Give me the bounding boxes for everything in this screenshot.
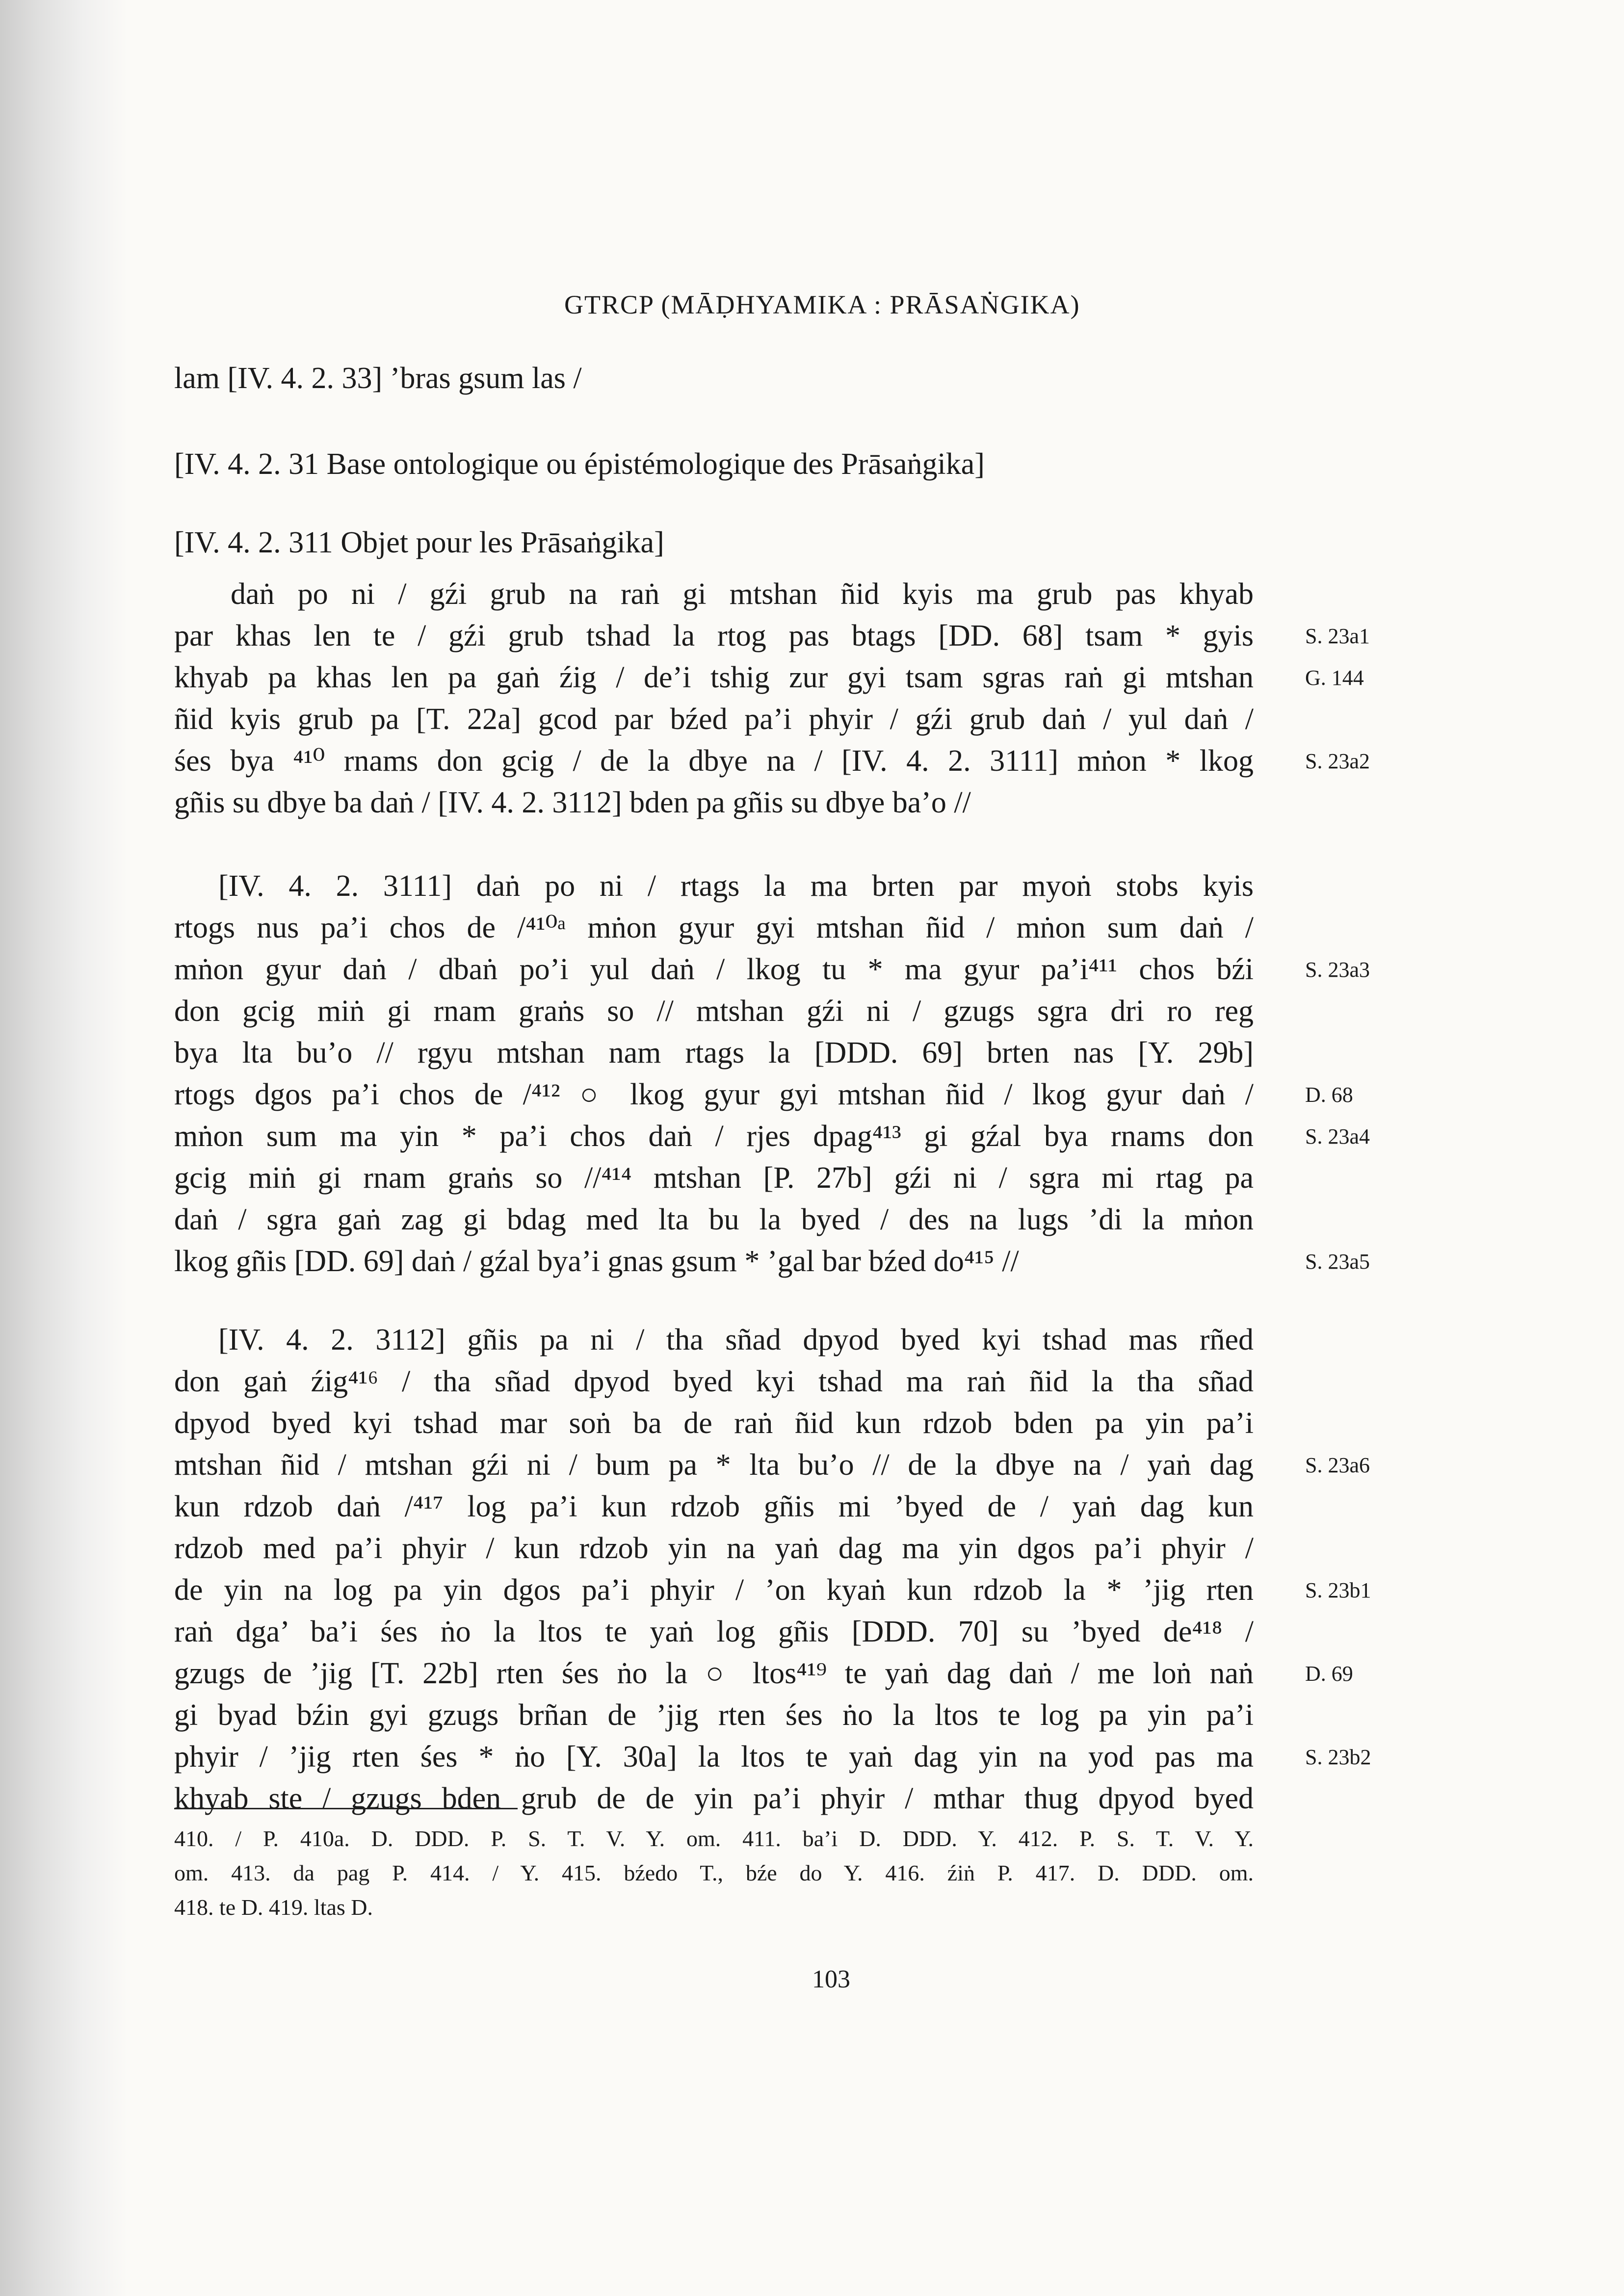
text-line: gñis su dbye ba daṅ / [IV. 4. 2. 3112] bden pa gñis su dbye ba’o // (174, 786, 971, 819)
text-line: lam [IV. 4. 2. 33] ’bras gsum las / (174, 362, 582, 395)
text-line: khyab ste / gzugs bden grub de de yin pa’i phyir / mthar thug dpyod byed (174, 1782, 1254, 1815)
page-number: 103 (812, 1965, 850, 1993)
margin-ref: S. 23a6 (1305, 1453, 1370, 1477)
margin-ref: S. 23a2 (1305, 749, 1370, 773)
footnote-line: 410. / P. 410a. D. DDD. P. S. T. V. Y. om. 411. ba’i D. DDD. Y. 412. P. S. T. V. Y. (174, 1826, 1254, 1851)
footnote-line: om. 413. da pag P. 414. / Y. 415. bźedo T., bźe do Y. 416. źiṅ P. 417. D. DDD. om. (174, 1860, 1254, 1885)
text-line: [IV. 4. 2. 3112] gñis pa ni / tha sñad dpyod byed kyi tshad mas rñed (218, 1323, 1254, 1357)
text-line: śes bya ⁴¹⁰ rnams don gcig / de la dbye na / [IV. 4. 2. 3111] mṅon * lkog (174, 744, 1254, 778)
text-line: [IV. 4. 2. 3111] daṅ po ni / rtags la ma brten par myoṅ stobs kyis (218, 869, 1254, 903)
running-header: GTRCP (MĀḌHYAMIKA : PRĀSAṄGIKA) (564, 290, 1080, 319)
text-line: rtogs dgos pa’i chos de /⁴¹² ○ lkog gyur gyi mtshan ñid / lkog gyur daṅ / (174, 1078, 1254, 1111)
text-line: don gcig miṅ gi rnam graṅs so // mtshan gźi ni / gzugs sgra dri ro reg (174, 994, 1254, 1028)
text-line: mṅon gyur daṅ / dbaṅ po’i yul daṅ / lkog tu * ma gyur pa’i⁴¹¹ chos bźi (174, 953, 1254, 986)
text-line: gi byad bźin gyi gzugs brñan de ’jig rten śes ṅo la ltos te log pa yin pa’i (174, 1698, 1254, 1732)
text-line: de yin na log pa yin dgos pa’i phyir / ’on kyaṅ kun rdzob la * ’jig rten (174, 1573, 1254, 1607)
text-line: gcig miṅ gi rnam graṅs so //⁴¹⁴ mtshan [P. 27b] gźi ni / sgra mi rtag pa (174, 1161, 1254, 1195)
text-line: don gaṅ źig⁴¹⁶ / tha sñad dpyod byed kyi tshad ma raṅ ñid la tha sñad (174, 1365, 1254, 1398)
footnote-line: 418. te D. 419. ltas D. (174, 1895, 373, 1920)
text-line: rtogs nus pa’i chos de /⁴¹⁰ᵃ mṅon gyur gyi mtshan ñid / mṅon sum daṅ / (174, 911, 1254, 944)
text-line: par khas len te / gźi grub tshad la rtog pas btags [DD. 68] tsam * gyis (174, 619, 1254, 652)
section-heading: [IV. 4. 2. 31 Base ontologique ou épistémologique des Prāsaṅgika] (174, 447, 985, 481)
text-line: bya lta bu’o // rgyu mtshan nam rtags la [DDD. 69] brten nas [Y. 29b] (174, 1036, 1254, 1070)
margin-ref: S. 23b2 (1305, 1745, 1371, 1769)
text-line: rdzob med pa’i phyir / kun rdzob yin na yaṅ dag ma yin dgos pa’i phyir / (174, 1532, 1254, 1565)
margin-ref: D. 69 (1305, 1662, 1353, 1686)
scan-edge-shadow (0, 0, 128, 2296)
margin-ref: G. 144 (1305, 666, 1364, 690)
margin-ref: S. 23a4 (1305, 1124, 1370, 1148)
footnote-rule (174, 1808, 518, 1809)
text-line: mṅon sum ma yin * pa’i chos daṅ / rjes dpag⁴¹³ gi gźal bya rnams don (174, 1120, 1254, 1153)
text-line: daṅ po ni / gźi grub na raṅ gi mtshan ñid kyis ma grub pas khyab (231, 577, 1254, 611)
text-line: daṅ / sgra gaṅ zag gi bdag med lta bu la byed / des na lugs ’di la mṅon (174, 1203, 1254, 1236)
text-line: raṅ dga’ ba’i śes ṅo la ltos te yaṅ log gñis [DDD. 70] su ’byed de⁴¹⁸ / (174, 1615, 1254, 1648)
text-line: gzugs de ’jig [T. 22b] rten śes ṅo la ○ ltos⁴¹⁹ te yaṅ dag daṅ / me loṅ naṅ (174, 1657, 1254, 1690)
margin-ref: D. 68 (1305, 1083, 1353, 1107)
text-line: kun rdzob daṅ /⁴¹⁷ log pa’i kun rdzob gñis mi ’byed de / yaṅ dag kun (174, 1490, 1254, 1523)
margin-ref: S. 23a5 (1305, 1250, 1370, 1274)
section-heading: [IV. 4. 2. 311 Objet pour les Prāsaṅgika] (174, 526, 664, 559)
text-line: phyir / ’jig rten śes * ṅo [Y. 30a] la ltos te yaṅ dag yin na yod pas ma (174, 1740, 1254, 1774)
margin-ref: S. 23a3 (1305, 958, 1370, 982)
text-line: mtshan ñid / mtshan gźi ni / bum pa * lta bu’o // de la dbye na / yaṅ dag (174, 1448, 1254, 1482)
text-line: dpyod byed kyi tshad mar soṅ ba de raṅ ñid kun rdzob bden pa yin pa’i (174, 1407, 1254, 1440)
text-line: ñid kyis grub pa [T. 22a] gcod par bźed pa’i phyir / gźi grub daṅ / yul daṅ / (174, 703, 1254, 736)
text-line: khyab pa khas len pa gaṅ źig / de’i tshig zur gyi tsam sgras raṅ gi mtshan (174, 661, 1254, 694)
text-line: lkog gñis [DD. 69] daṅ / gźal bya’i gnas gsum * ’gal bar bźed do⁴¹⁵ // (174, 1245, 1019, 1278)
margin-ref: S. 23a1 (1305, 624, 1370, 648)
margin-ref: S. 23b1 (1305, 1578, 1371, 1602)
